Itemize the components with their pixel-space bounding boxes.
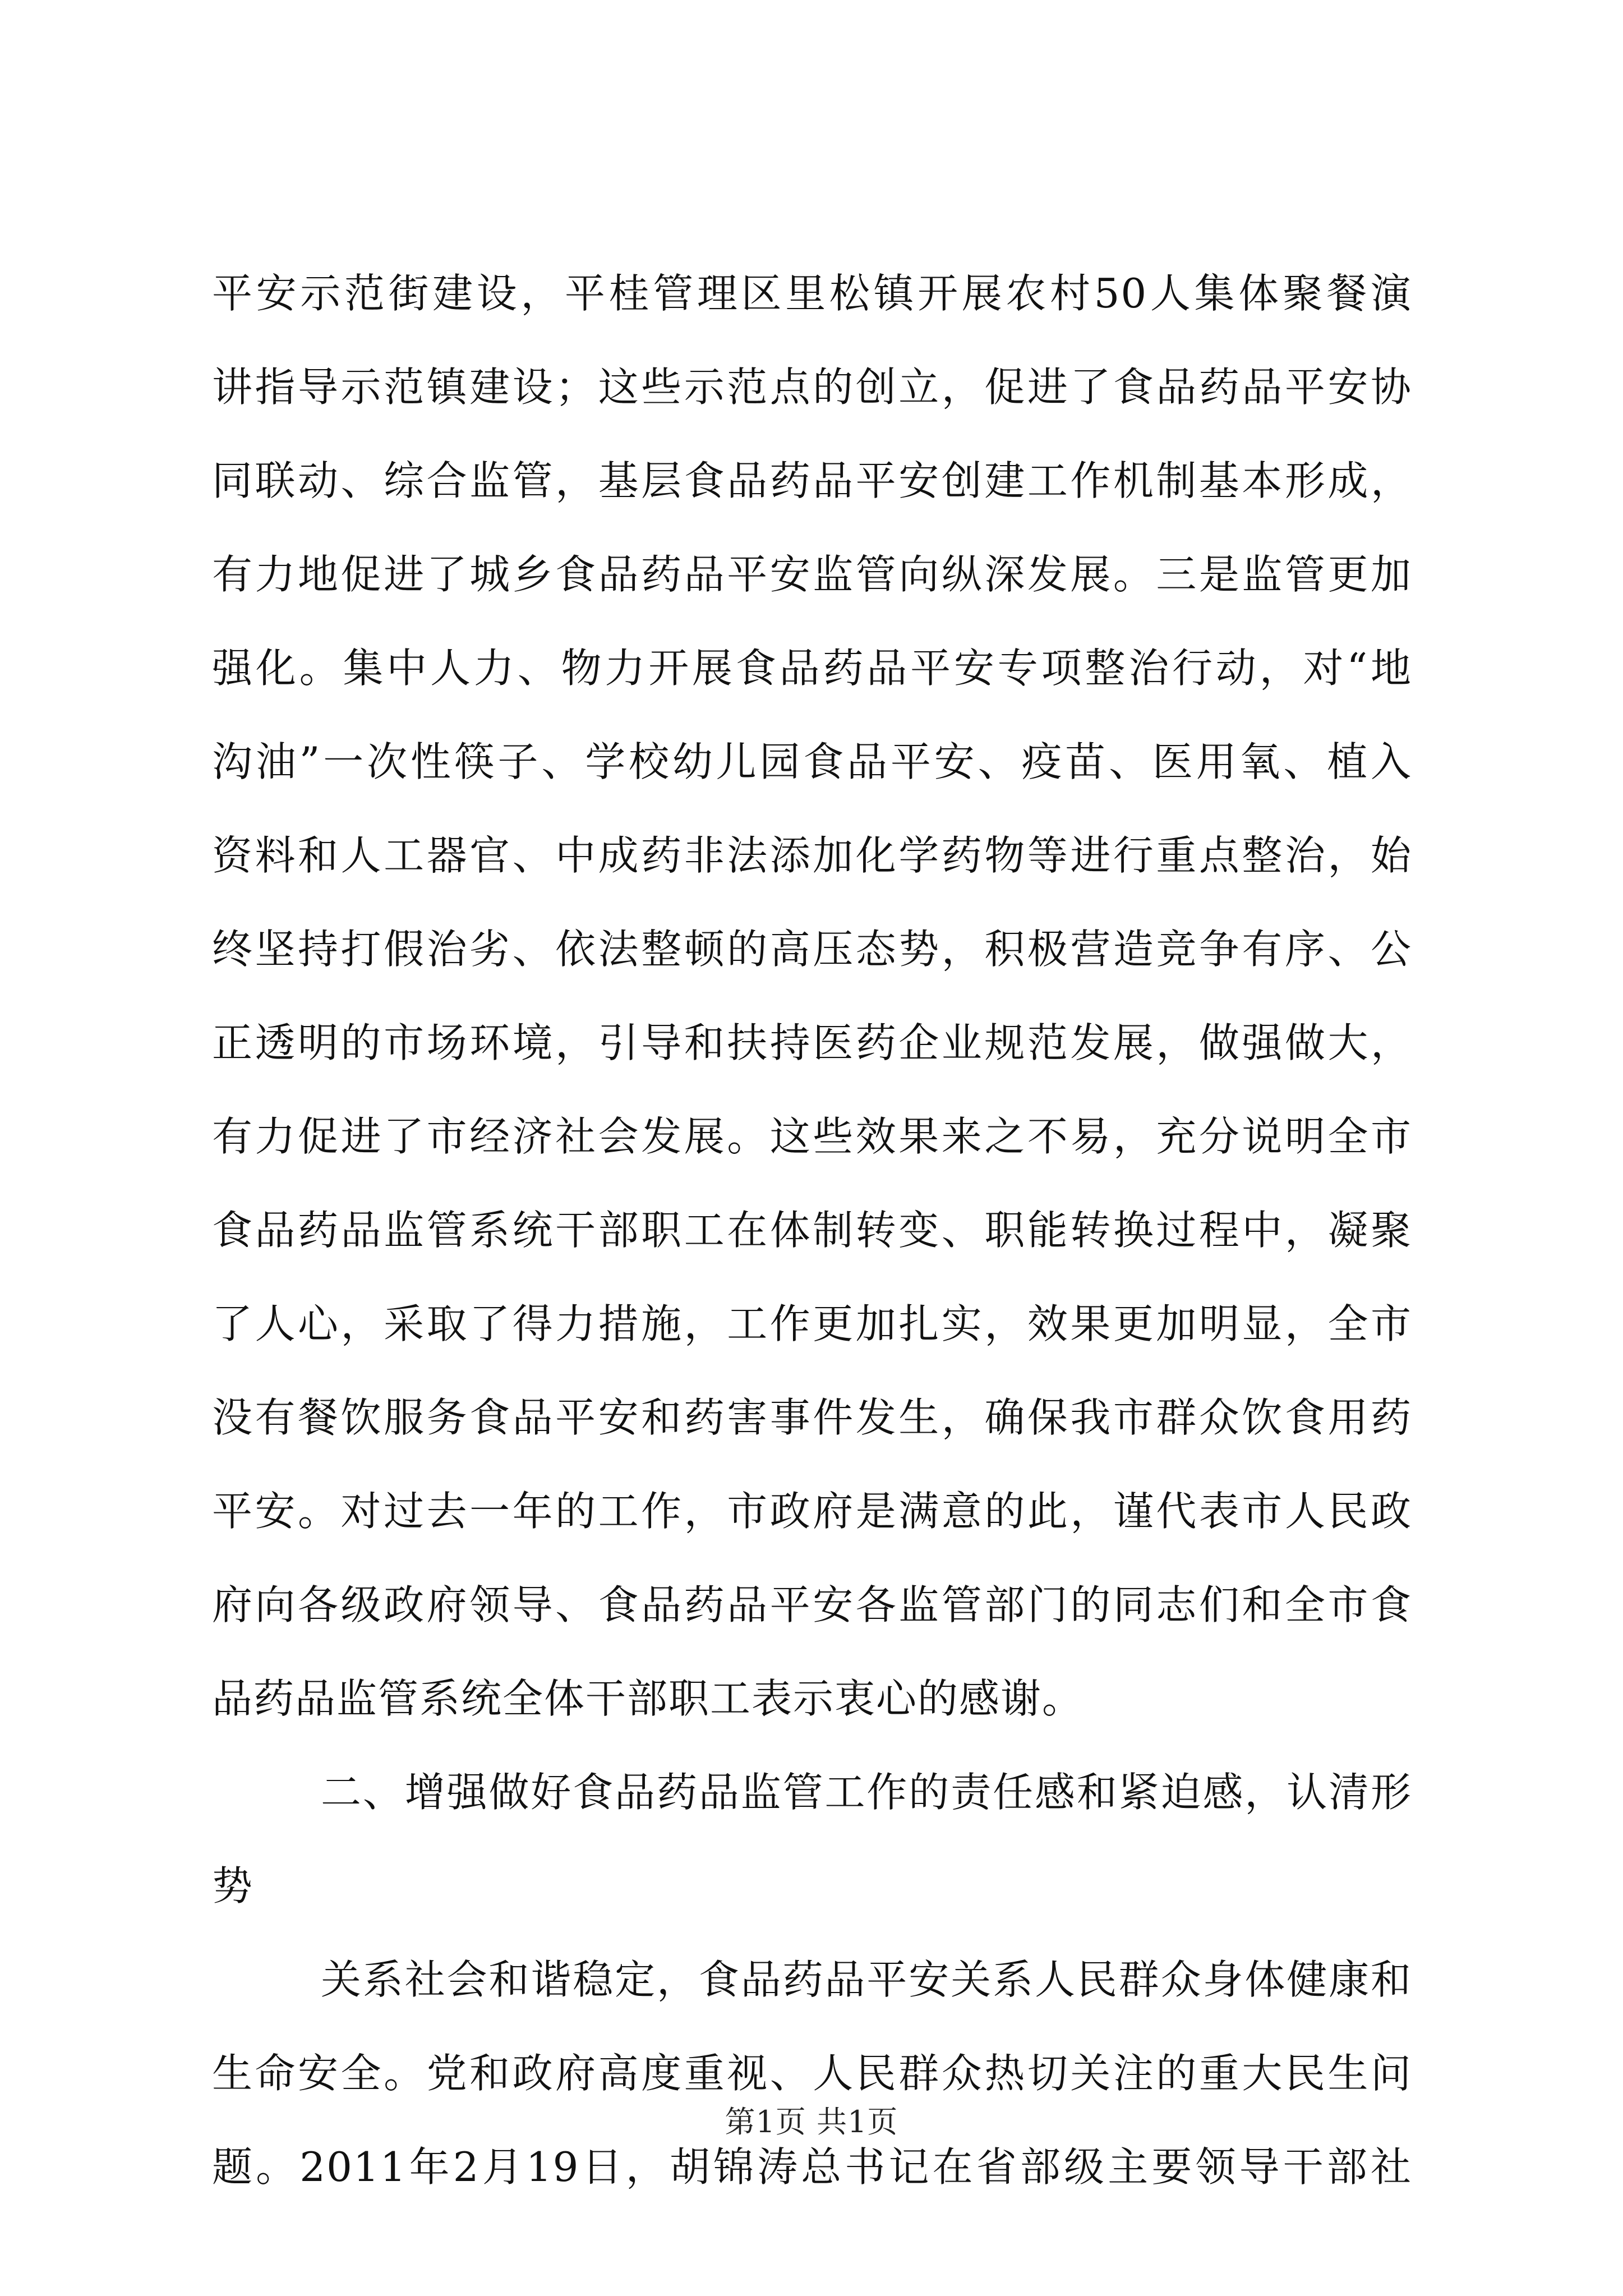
text-line: 同联动、综合监管，基层食品药品平安创建工作机制基本形成， — [212, 457, 1412, 504]
text-line-paragraph-start: 关系社会和谐稳定，食品药品平安关系人民群众身体健康和 — [321, 1956, 1412, 2003]
text-line: 资料和人工器官、中成药非法添加化学药物等进行重点整治，始 — [212, 832, 1412, 879]
text-line: 了人心，采取了得力措施，工作更加扎实，效果更加明显，全市 — [212, 1300, 1412, 1347]
page-number-footer: 第1页 共1页 — [725, 2104, 898, 2139]
text-line: 强化。集中人力、物力开展食品药品平安专项整治行动，对“地 — [212, 645, 1412, 692]
section-heading-line: 二、增强做好食品药品监管工作的责任感和紧迫感，认清形 — [321, 1769, 1412, 1816]
text-line: 食品药品监管系统干部职工在体制转变、职能转换过程中，凝聚 — [212, 1207, 1412, 1254]
text-line: 沟油”一次性筷子、学校幼儿园食品平安、疫苗、医用氧、植入 — [212, 738, 1412, 785]
text-line: 讲指导示范镇建设；这些示范点的创立，促进了食品药品平安协 — [212, 364, 1412, 411]
text-line: 没有餐饮服务食品平安和药害事件发生，确保我市群众饮食用药 — [212, 1394, 1412, 1441]
text-line: 正透明的市场环境，引导和扶持医药企业规范发展，做强做大， — [212, 1019, 1412, 1066]
text-line: 有力促进了市经济社会发展。这些效果来之不易，充分说明全市 — [212, 1113, 1412, 1160]
text-line: 平安。对过去一年的工作，市政府是满意的此，谨代表市人民政 — [212, 1488, 1412, 1535]
text-line: 生命安全。党和政府高度重视、人民群众热切关注的重大民生问 — [212, 2050, 1412, 2097]
text-line: 题。2011年2月19日，胡锦涛总书记在省部级主要领导干部社 — [212, 2143, 1412, 2191]
text-line: 有力地促进了城乡食品药品平安监管向纵深发展。三是监管更加 — [212, 551, 1412, 598]
text-line: 府向各级政府领导、食品药品平安各监管部门的同志们和全市食 — [212, 1581, 1412, 1628]
text-line: 终坚持打假治劣、依法整顿的高压态势，积极营造竞争有序、公 — [212, 926, 1412, 973]
text-line: 平安示范街建设，平桂管理区里松镇开展农村50人集体聚餐演 — [212, 270, 1412, 317]
text-line-paragraph-end: 品药品监管系统全体干部职工表示衷心的感谢。 — [212, 1675, 1084, 1722]
section-heading-line-end: 势 — [212, 1862, 254, 1910]
document-body — [212, 247, 1412, 2214]
